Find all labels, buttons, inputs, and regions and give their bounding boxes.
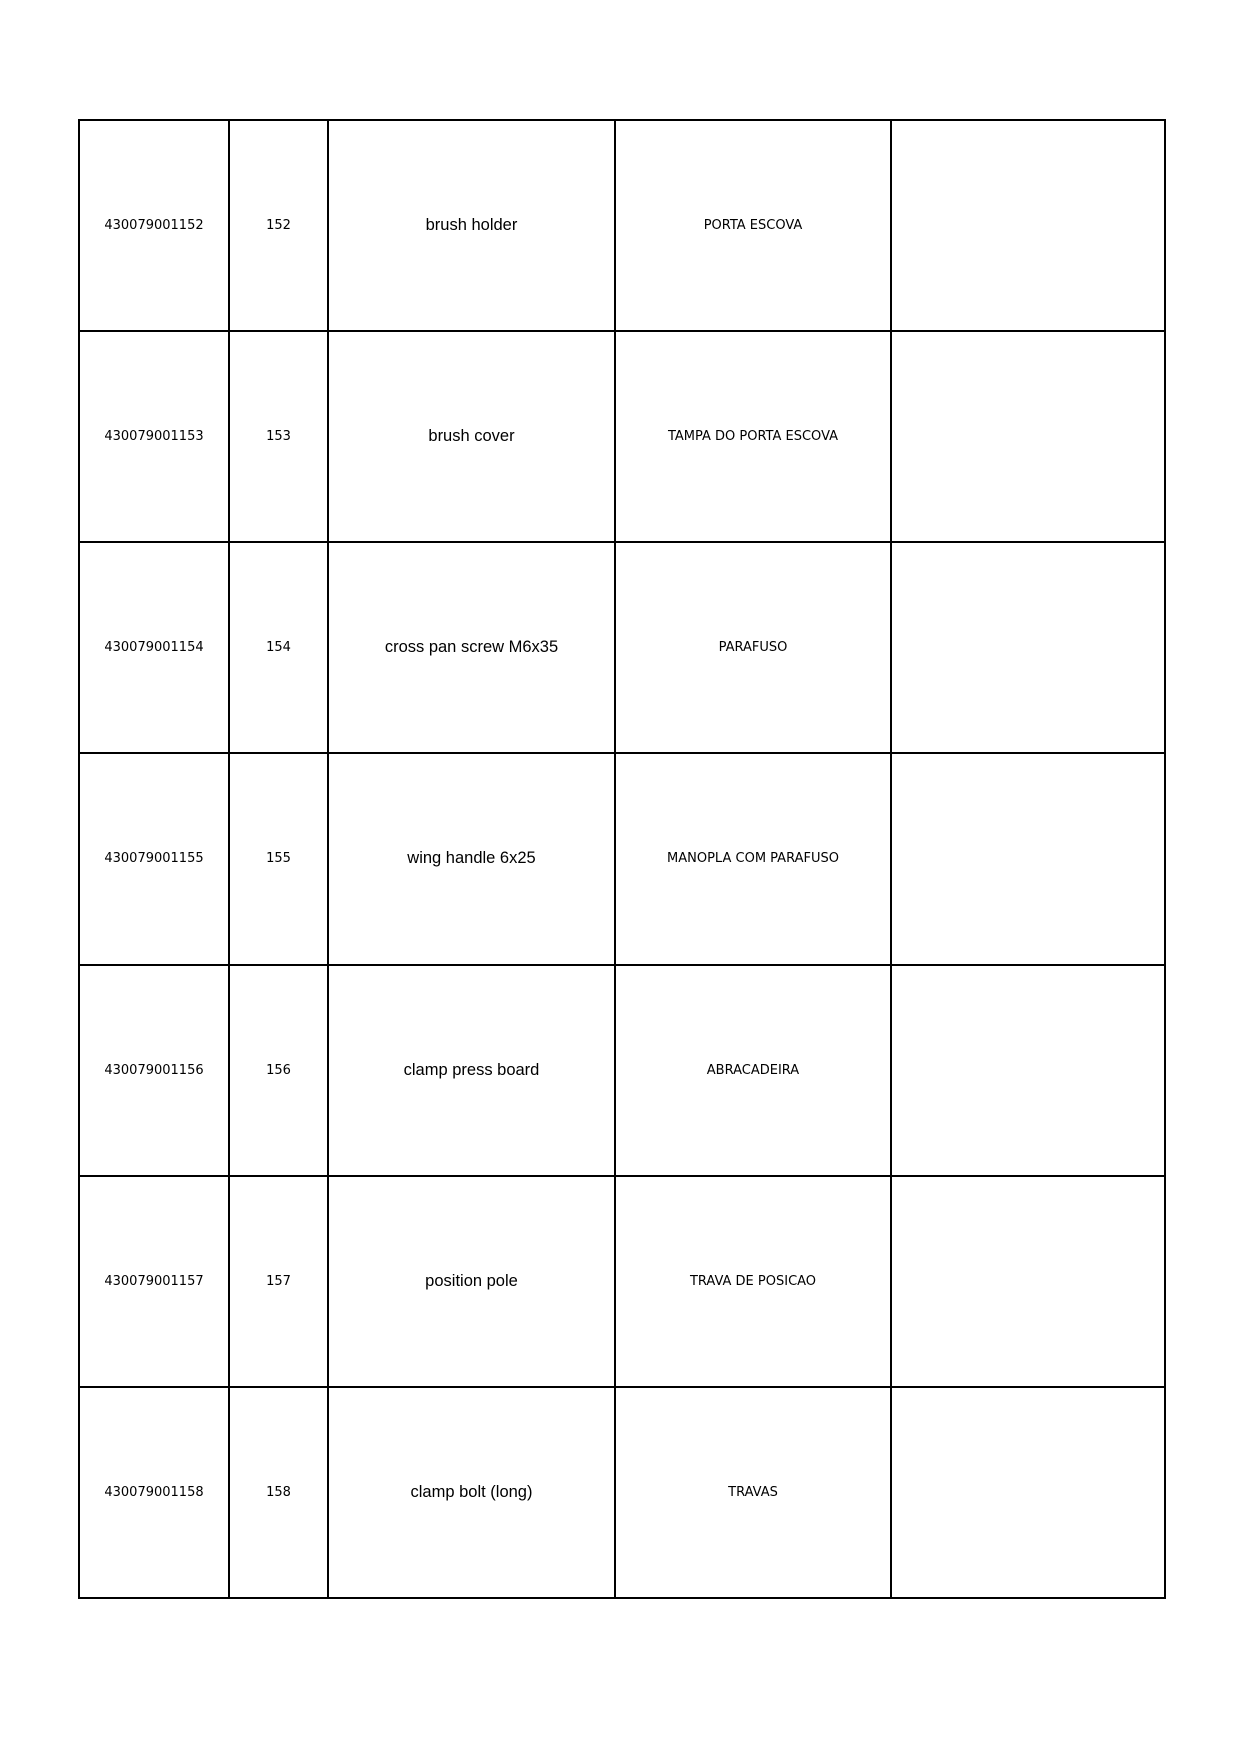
part-code-cell: 430079001156 [79, 965, 229, 1176]
description-english-cell: brush cover [328, 331, 615, 542]
notes-cell [891, 542, 1165, 753]
notes-cell [891, 331, 1165, 542]
notes-cell [891, 965, 1165, 1176]
description-portuguese-cell: MANOPLA COM PARAFUSO [615, 753, 891, 964]
item-number-cell: 155 [229, 753, 328, 964]
description-english-cell: clamp bolt (long) [328, 1387, 615, 1598]
description-english-cell: brush holder [328, 120, 615, 331]
table-row [79, 1176, 1165, 1387]
parts-table-container [78, 119, 1164, 1599]
notes-cell [891, 1176, 1165, 1387]
notes-cell [891, 120, 1165, 331]
description-portuguese-cell: ABRACADEIRA [615, 965, 891, 1176]
item-number-cell: 153 [229, 331, 328, 542]
parts-table-body [79, 120, 1165, 1598]
description-english-cell: position pole [328, 1176, 615, 1387]
table-row [79, 120, 1165, 331]
part-code-cell: 430079001152 [79, 120, 229, 331]
part-code-cell: 430079001154 [79, 542, 229, 753]
table-row [79, 753, 1165, 964]
description-portuguese-cell: TAMPA DO PORTA ESCOVA [615, 331, 891, 542]
table-row [79, 542, 1165, 753]
description-english-cell: clamp press board [328, 965, 615, 1176]
description-portuguese-cell: TRAVAS [615, 1387, 891, 1598]
parts-table [78, 119, 1166, 1599]
table-row [79, 1387, 1165, 1598]
table-row [79, 331, 1165, 542]
table-row [79, 965, 1165, 1176]
part-code-cell: 430079001155 [79, 753, 229, 964]
description-english-cell: cross pan screw M6x35 [328, 542, 615, 753]
notes-cell [891, 1387, 1165, 1598]
description-portuguese-cell: PARAFUSO [615, 542, 891, 753]
item-number-cell: 152 [229, 120, 328, 331]
item-number-cell: 157 [229, 1176, 328, 1387]
notes-cell [891, 753, 1165, 964]
description-portuguese-cell: TRAVA DE POSICAO [615, 1176, 891, 1387]
item-number-cell: 156 [229, 965, 328, 1176]
description-english-cell: wing handle 6x25 [328, 753, 615, 964]
item-number-cell: 158 [229, 1387, 328, 1598]
part-code-cell: 430079001153 [79, 331, 229, 542]
item-number-cell: 154 [229, 542, 328, 753]
part-code-cell: 430079001158 [79, 1387, 229, 1598]
description-portuguese-cell: PORTA ESCOVA [615, 120, 891, 331]
part-code-cell: 430079001157 [79, 1176, 229, 1387]
